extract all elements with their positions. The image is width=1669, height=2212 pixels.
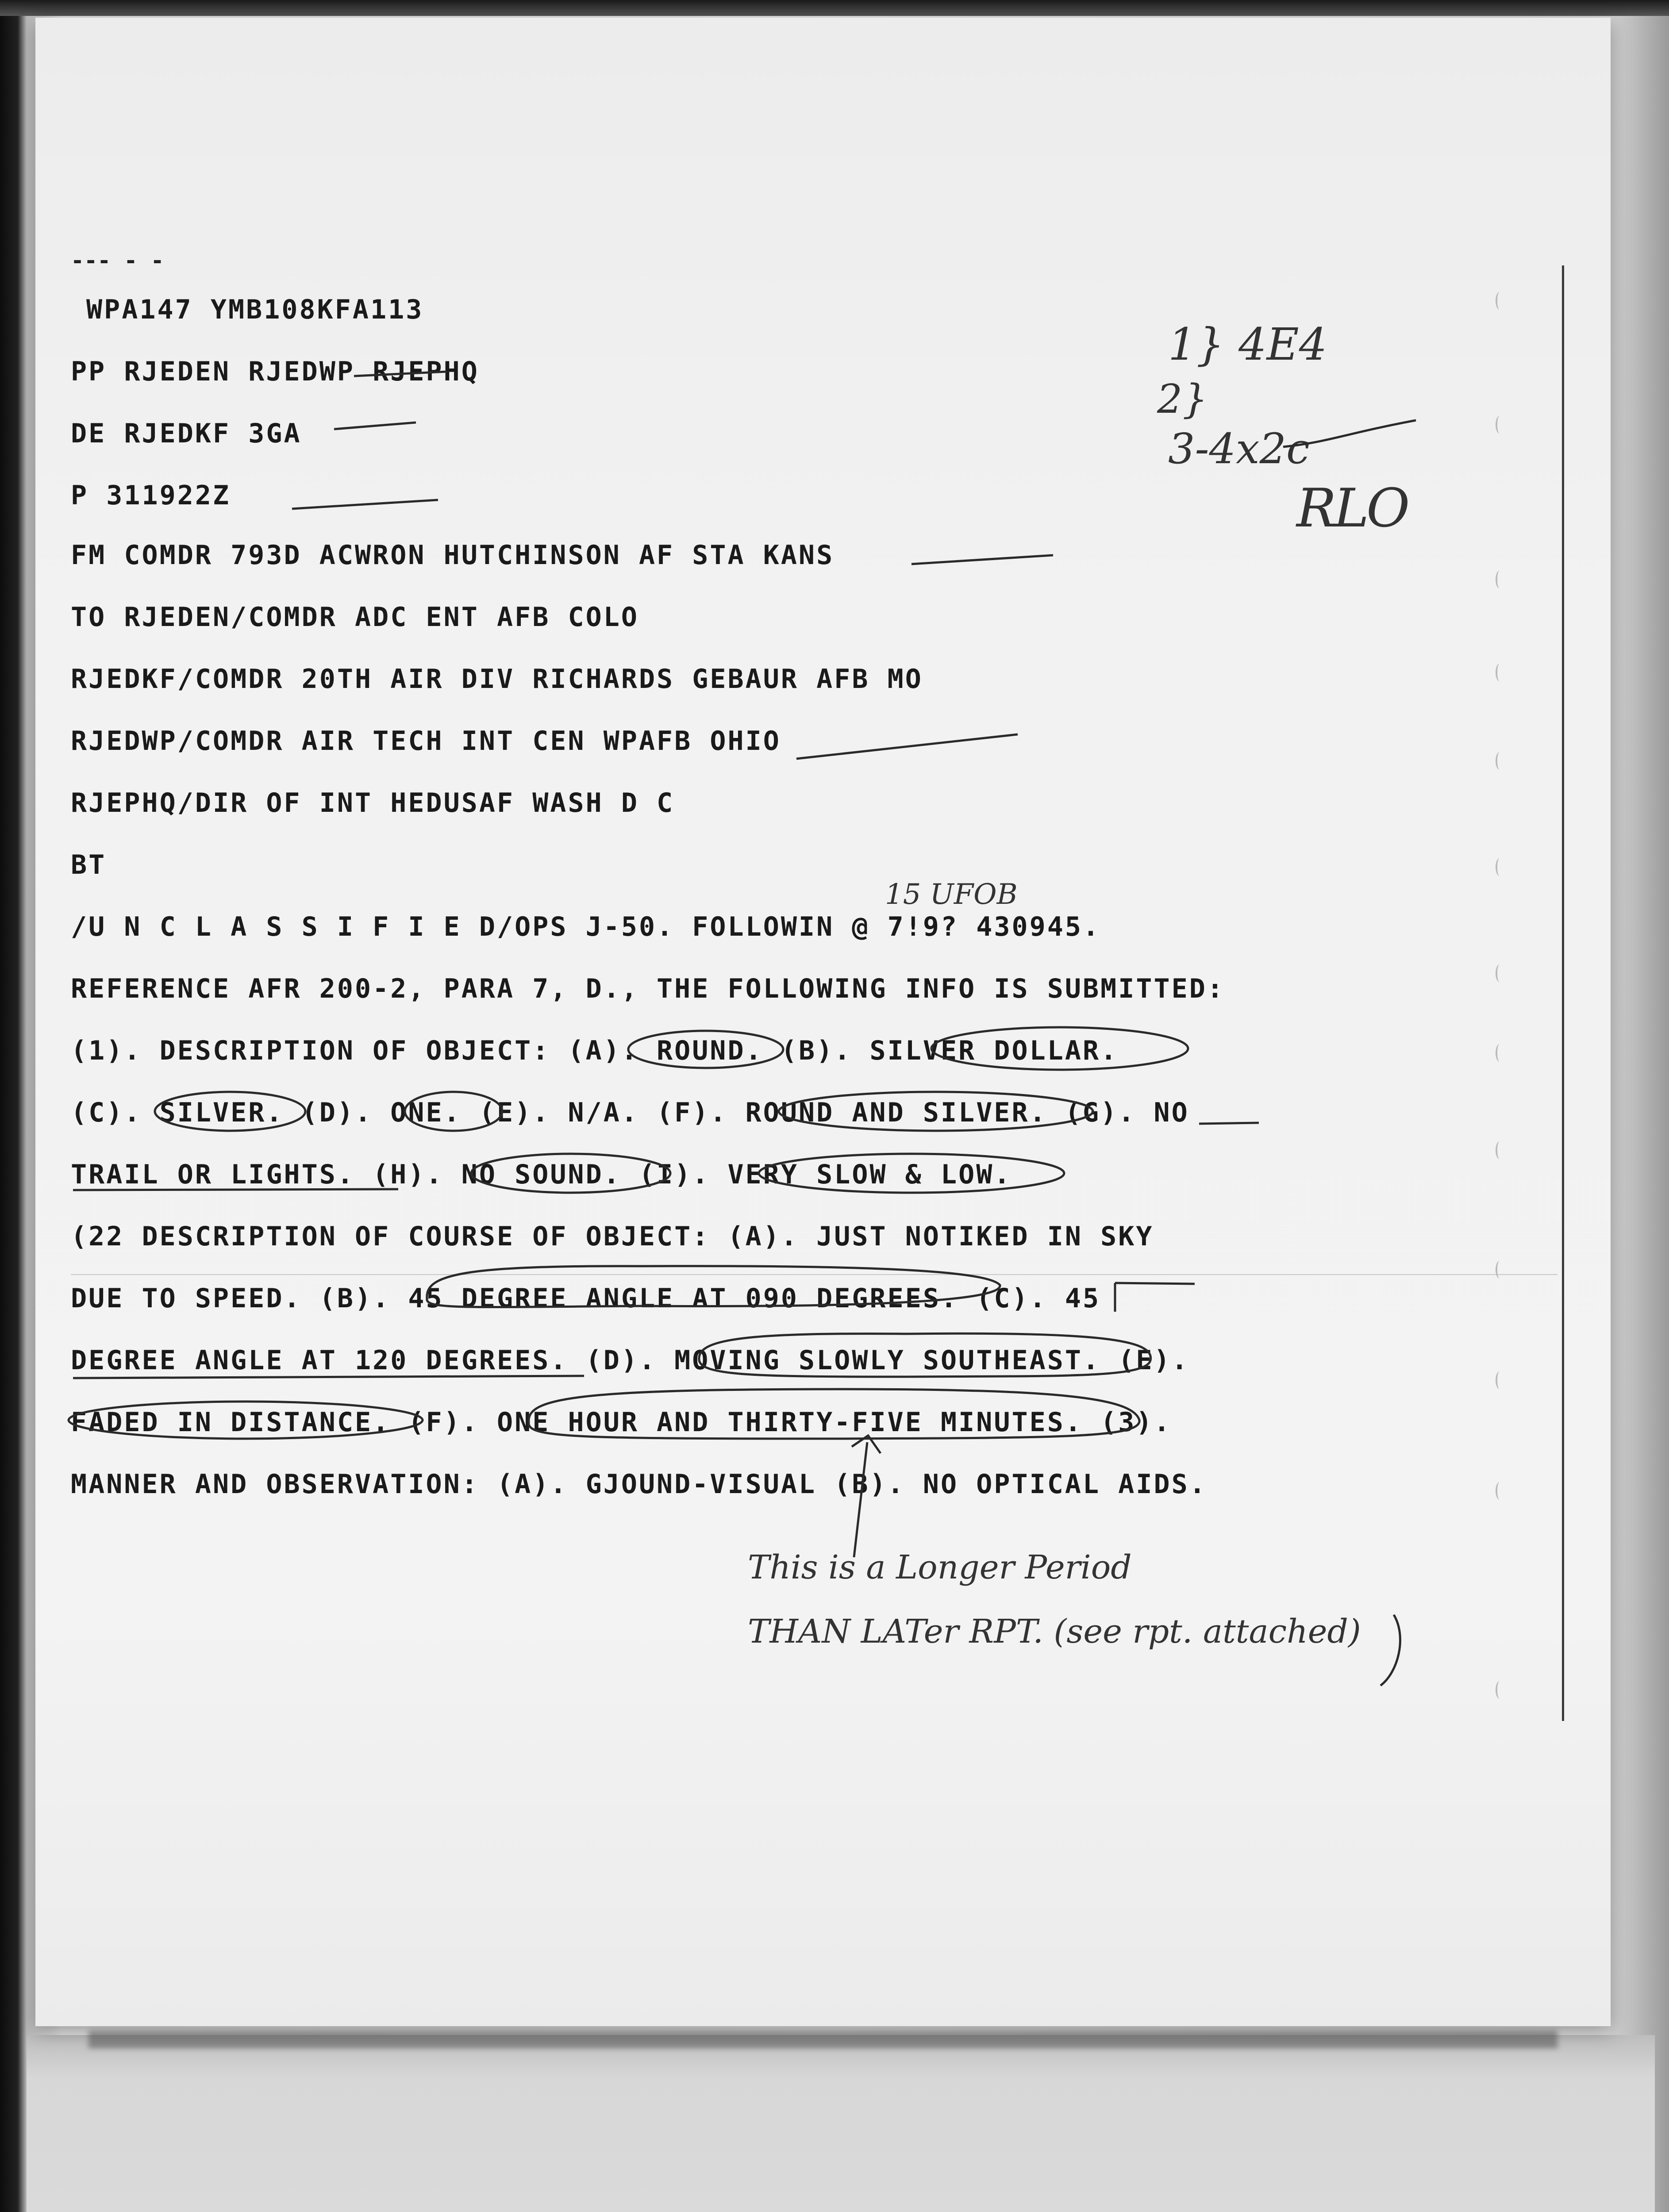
classification-line: /U N C L A S S I F I E D/OPS J-50. FOLLOWIN @ 7!9? 430945. bbox=[71, 911, 1101, 942]
addressee-line-3: RJEPHQ/DIR OF INT HEDUSAF WASH D C bbox=[71, 787, 675, 818]
handwritten-comment-line-1: This is a Longer Period bbox=[748, 1548, 1132, 1586]
body-line-6: DEGREE ANGLE AT 120 DEGREES. (D). MOVING SLOWLY SOUTHEAST. (E). bbox=[71, 1345, 1189, 1376]
strike-pp bbox=[354, 372, 447, 376]
circle-very-slow-low bbox=[759, 1154, 1064, 1193]
break-line: BT bbox=[71, 849, 107, 880]
comment-paren bbox=[1381, 1615, 1400, 1686]
circle-silver bbox=[155, 1092, 305, 1131]
to-line: TO RJEDEN/COMDR ADC ENT AFB COLO bbox=[71, 602, 639, 633]
body-line-4: (22 DESCRIPTION OF COURSE OF OBJECT: (A). JUST NOTIKED IN SKY bbox=[71, 1221, 1154, 1252]
originating-station-line: DE RJEDKF 3GA bbox=[71, 418, 302, 449]
handwritten-margin-note-2: 2} bbox=[1157, 376, 1208, 422]
body-line-8: MANNER AND OBSERVATION: (A). GJOUND-VISUAL (B). NO OPTICAL AIDS. bbox=[71, 1469, 1207, 1500]
circle-silver-dollar bbox=[931, 1027, 1188, 1070]
addressee-line-2: RJEDWP/COMDR AIR TECH INT CEN WPAFB OHIO bbox=[71, 726, 781, 757]
body-line-7: FADED IN DISTANCE. (F). ONE HOUR AND THIRTY-FIVE MINUTES. (3). bbox=[71, 1407, 1172, 1438]
body-line-2: (C). SILVER. (D). ONE. (E). N/A. (F). ROUND AND SILVER. (G). NO bbox=[71, 1097, 1189, 1128]
addressee-line-1: RJEDKF/COMDR 20TH AIR DIV RICHARDS GEBAUR AFB MO bbox=[71, 664, 923, 695]
message-id-line: WPA147 YMB108KFA113 bbox=[86, 294, 424, 325]
circle-one-hour bbox=[529, 1389, 1139, 1439]
underline-p bbox=[292, 500, 438, 509]
header-dashes: --- - - bbox=[71, 248, 164, 273]
handwritten-comment-line-2: THAN LATer RPT. (see rpt. attached) bbox=[748, 1613, 1361, 1651]
circle-45-degree-at-090 bbox=[427, 1266, 1000, 1307]
handwritten-initials: RLO bbox=[1296, 478, 1407, 539]
circle-faded-in-distance bbox=[69, 1402, 423, 1439]
body-line-5: DUE TO SPEED. (B). 45 DEGREE ANGLE AT 090 DEGREES. (C). 45 bbox=[71, 1283, 1101, 1314]
circle-round-and-silver bbox=[779, 1092, 1093, 1131]
underline-fm bbox=[911, 555, 1053, 564]
from-line: FM COMDR 793D ACWRON HUTCHINSON AF STA KANS bbox=[71, 540, 834, 571]
underline-45-at-120 bbox=[73, 1376, 584, 1378]
body-line-1: (1). DESCRIPTION OF OBJECT: (A). ROUND. (B). SILVER DOLLAR. bbox=[71, 1035, 1119, 1066]
circle-one bbox=[405, 1092, 502, 1131]
handwritten-margin-note-1: 1} 4E4 bbox=[1168, 319, 1327, 370]
circle-no-sound bbox=[471, 1154, 670, 1193]
body-line-3: TRAIL OR LIGHTS. (H). NO SOUND. (I). VERY SLOW & LOW. bbox=[71, 1159, 1012, 1190]
reference-line: REFERENCE AFR 200-2, PARA 7, D., THE FOLLOWING INFO IS SUBMITTED: bbox=[71, 973, 1225, 1004]
arrow-shaft bbox=[854, 1442, 867, 1557]
underline-rjedwp bbox=[796, 734, 1018, 759]
handwritten-insert-note: 15 UFOB bbox=[885, 878, 1018, 911]
handwritten-margin-note-3: 3-4x2c bbox=[1168, 425, 1310, 473]
underline-de bbox=[334, 422, 416, 429]
circle-moving-slowly bbox=[699, 1333, 1151, 1377]
brace-margin bbox=[1283, 420, 1416, 447]
bracket-45 bbox=[1115, 1283, 1195, 1312]
circle-round bbox=[628, 1031, 783, 1068]
routing-line: PP RJEDEN RJEDWP RJEPHQ bbox=[71, 356, 479, 387]
date-time-group-line: P 311922Z bbox=[71, 480, 231, 511]
